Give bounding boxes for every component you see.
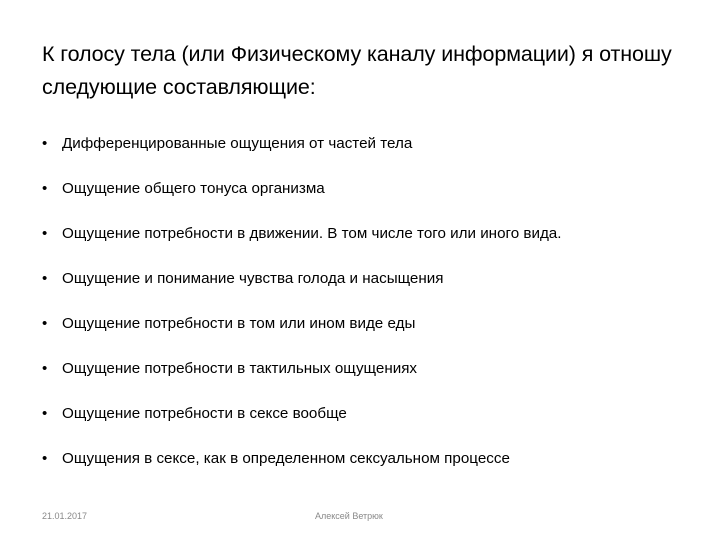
list-item	[42, 447, 692, 492]
list-item	[42, 132, 692, 177]
list-item	[42, 267, 692, 312]
bullet-icon: •	[42, 135, 48, 152]
list-item	[42, 222, 692, 267]
bullet-icon: •	[42, 450, 48, 467]
bullet-icon: •	[42, 360, 48, 377]
list-item	[42, 312, 692, 357]
list-item-text: Ощущение потребности в том или ином виде еды	[62, 315, 416, 332]
list-item-text: Ощущение потребности в движении. В том числе того или иного вида.	[62, 225, 562, 242]
list-item-text: Ощущения в сексе, как в определенном сексуальном процессе	[62, 450, 510, 467]
list-item-text: Ощущение потребности в сексе вообще	[62, 405, 347, 422]
bullet-list	[42, 132, 692, 492]
list-item	[42, 402, 692, 447]
bullet-icon: •	[42, 180, 48, 197]
list-item-text: Ощущение и понимание чувства голода и насыщения	[62, 270, 444, 287]
bullet-icon: •	[42, 225, 48, 242]
bullet-icon: •	[42, 405, 48, 422]
bullet-icon: •	[42, 270, 48, 287]
list-item-text: Дифференцированные ощущения от частей тела	[62, 135, 413, 152]
footer-date: 21.01.2017	[42, 511, 88, 521]
list-item	[42, 357, 692, 402]
list-item-text: Ощущение потребности в тактильных ощущениях	[62, 360, 418, 377]
list-item	[42, 177, 692, 222]
footer-author: Алексей Ветрюк	[315, 511, 383, 521]
list-item-text: Ощущение общего тонуса организма	[62, 180, 325, 197]
bullet-icon: •	[42, 315, 48, 332]
slide-title: К голосу тела (или Физическому каналу информации) я отношу следующие составляющие:	[42, 42, 672, 99]
